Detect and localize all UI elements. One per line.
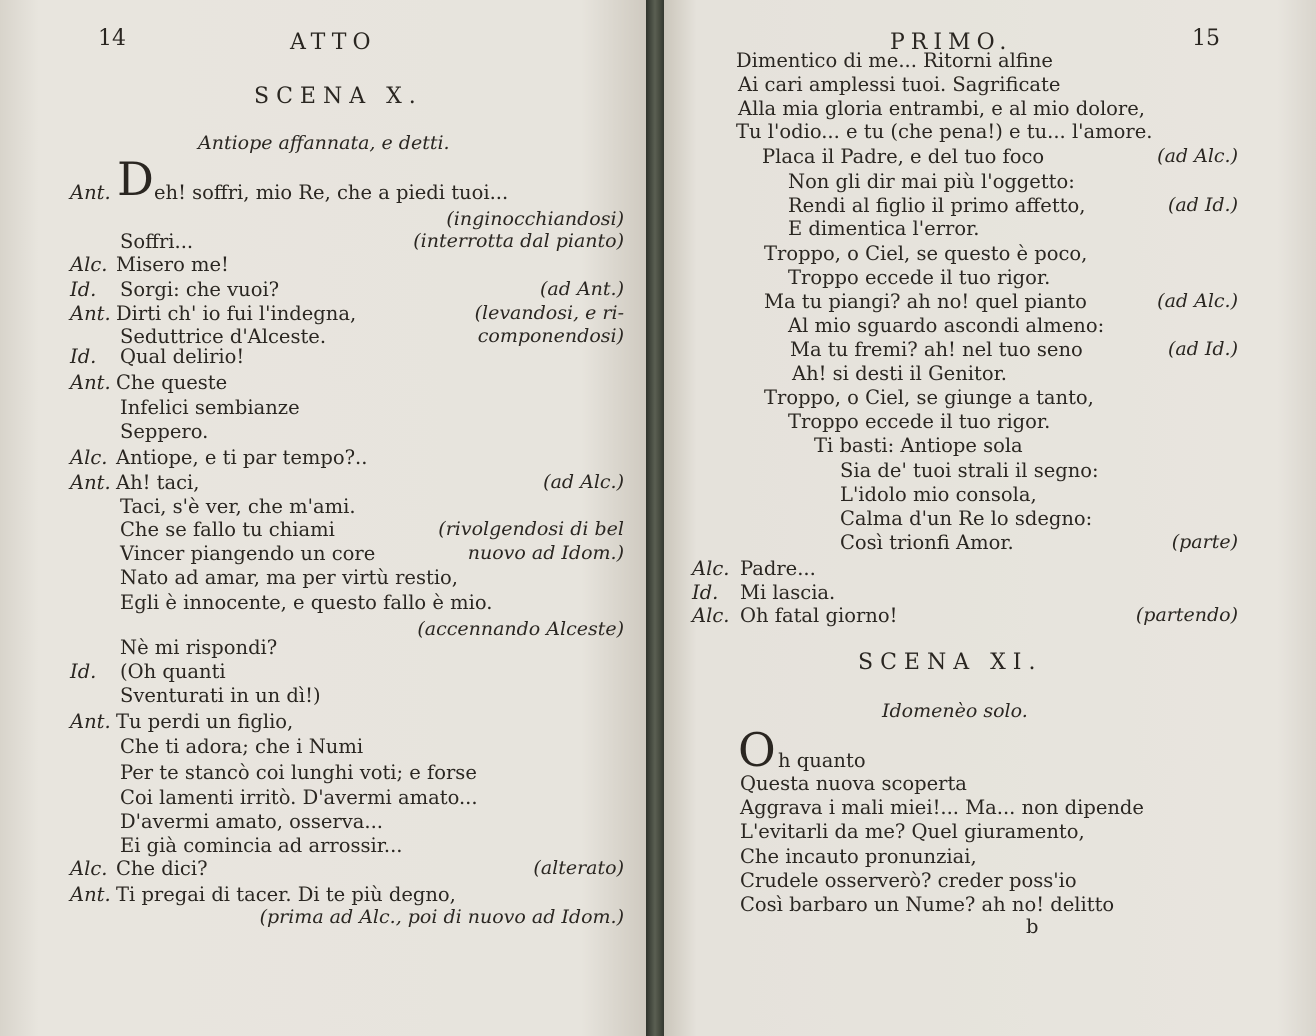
- verse-line: Sventurati in un dì!): [120, 684, 321, 707]
- verse-line: Seduttrice d'Alceste.: [120, 325, 327, 348]
- book-gutter: [646, 0, 664, 1036]
- verse-line: Ti pregai di tacer. Di te più degno,: [116, 883, 456, 906]
- verse-line: L'idolo mio consola,: [840, 483, 1037, 506]
- stage-direction: (ad Id.): [1167, 194, 1238, 216]
- stage-direction: (rivolgendosi di bel: [438, 518, 624, 540]
- speaker-label: Ant.: [70, 302, 111, 325]
- verse-line: Troppo eccede il tuo rigor.: [788, 266, 1051, 289]
- verse-line: (Oh quanti: [120, 660, 226, 683]
- running-head: ATTO: [290, 30, 377, 55]
- verse-line: Placa il Padre, e del tuo foco: [762, 145, 1045, 168]
- stage-direction: (inginocchiandosi): [446, 208, 624, 230]
- stage-direction: (levandosi, e ri-: [474, 302, 624, 324]
- stage-direction: (accennando Alceste): [417, 618, 624, 640]
- verse-line: Ma tu piangi? ah no! quel pianto: [764, 290, 1087, 313]
- verse-line: Egli è innocente, e questo fallo è mio.: [120, 591, 493, 614]
- verse-line: Che queste: [116, 371, 228, 394]
- speaker-label: Ant.: [70, 710, 111, 733]
- verse-line: E dimentica l'error.: [788, 217, 980, 240]
- verse-line: Calma d'un Re lo sdegno:: [840, 507, 1093, 530]
- speaker-label: Id.: [70, 345, 97, 368]
- verse-line: Padre...: [740, 557, 816, 580]
- verse-line: L'evitarli da me? Quel giuramento,: [740, 820, 1085, 843]
- speaker-label: Id.: [70, 278, 97, 301]
- verse-line: Ai cari amplessi tuoi. Sagrificate: [738, 73, 1061, 96]
- page-number: 14: [98, 26, 126, 51]
- stage-direction: (alterato): [533, 857, 624, 879]
- speaker-label: Ant.: [70, 471, 111, 494]
- verse-line: h quanto: [778, 749, 866, 772]
- verse-line: Ma tu fremi? ah! nel tuo seno: [790, 338, 1083, 361]
- verse-line: Ah! taci,: [116, 471, 200, 494]
- verse-line: Che ti adora; che i Numi: [120, 735, 364, 758]
- verse-line: Seppero.: [120, 420, 209, 443]
- verse-line: Antiope, e ti par tempo?..: [116, 446, 368, 469]
- stage-direction: componendosi): [477, 325, 624, 347]
- verse-line: Tu l'odio... e tu (che pena!) e tu... l'amore.: [736, 120, 1153, 143]
- stage-direction: (ad Id.): [1167, 338, 1238, 360]
- verse-line: Mi lascia.: [740, 581, 836, 604]
- verse-line: Coi lamenti irritò. D'avermi amato...: [120, 786, 478, 809]
- speaker-label: Alc.: [692, 604, 730, 627]
- verse-line: Nè mi rispondi?: [120, 636, 278, 659]
- verse-line: Troppo, o Ciel, se giunge a tanto,: [764, 386, 1094, 409]
- stage-direction: nuovo ad Idom.): [467, 542, 624, 564]
- verse-line: D'avermi amato, osserva...: [120, 810, 383, 833]
- stage-direction: (interrotta dal pianto): [413, 230, 624, 252]
- verse-line: Tu perdi un figlio,: [116, 710, 294, 733]
- verse-line: Crudele osserverò? creder poss'io: [740, 869, 1077, 892]
- signature-mark: b: [1026, 915, 1039, 938]
- speaker-label: Ant.: [70, 883, 111, 906]
- page-number: 15: [1192, 26, 1220, 51]
- verse-line: Che se fallo tu chiami: [120, 518, 335, 541]
- right-page: [664, 0, 1316, 1036]
- verse-line: Rendi al figlio il primo affetto,: [788, 194, 1086, 217]
- stage-direction: Idomenèo solo.: [882, 700, 1028, 722]
- stage-direction: Antiope affannata, e detti.: [198, 132, 450, 154]
- verse-line: Nato ad amar, ma per virtù restio,: [120, 566, 458, 589]
- verse-line: Ei già comincia ad arrossir...: [120, 834, 403, 857]
- speaker-label: Id.: [70, 660, 97, 683]
- verse-line: Qual delirio!: [120, 345, 245, 368]
- drop-cap: O: [738, 723, 776, 777]
- verse-line: Che incauto pronunziai,: [740, 845, 977, 868]
- stage-direction: (partendo): [1135, 604, 1238, 626]
- verse-line: Non gli dir mai più l'oggetto:: [788, 170, 1075, 193]
- verse-line: Ah! si desti il Genitor.: [792, 362, 1007, 385]
- verse-line: Troppo, o Ciel, se questo è poco,: [764, 242, 1088, 265]
- speaker-label: Alc.: [70, 253, 108, 276]
- verse-line: Che dici?: [116, 857, 208, 880]
- scene-title: SCENA X.: [254, 84, 423, 109]
- verse-line: Aggrava i mali miei!... Ma... non dipende: [740, 796, 1144, 819]
- left-page: [0, 0, 646, 1036]
- drop-cap: D: [117, 152, 154, 206]
- verse-line: eh! soffri, mio Re, che a piedi tuoi...: [154, 181, 509, 204]
- verse-line: Così trionfi Amor.: [840, 531, 1014, 554]
- speaker-label: Id.: [692, 581, 719, 604]
- speaker-label: Ant.: [70, 181, 111, 204]
- verse-line: Per te stancò coi lunghi voti; e forse: [120, 761, 477, 784]
- verse-line: Troppo eccede il tuo rigor.: [788, 410, 1051, 433]
- verse-line: Infelici sembianze: [120, 396, 300, 419]
- verse-line: Così barbaro un Nume? ah no! delitto: [740, 893, 1115, 916]
- verse-line: Sorgi: che vuoi?: [120, 278, 280, 301]
- speaker-label: Alc.: [70, 857, 108, 880]
- speaker-label: Alc.: [70, 446, 108, 469]
- stage-direction: (prima ad Alc., poi di nuovo ad Idom.): [259, 906, 624, 928]
- verse-line: Alla mia gloria entrambi, e al mio dolore,: [738, 97, 1145, 120]
- stage-direction: (ad Alc.): [543, 471, 624, 493]
- stage-direction: (ad Alc.): [1157, 145, 1238, 167]
- verse-line: Dimentico di me... Ritorni alfine: [736, 49, 1053, 72]
- verse-line: Dirti ch' io fui l'indegna,: [116, 302, 357, 325]
- scene-title: SCENA XI.: [858, 650, 1043, 675]
- speaker-label: Ant.: [70, 371, 111, 394]
- verse-line: Ti basti: Antiope sola: [814, 434, 1023, 457]
- stage-direction: (ad Ant.): [540, 278, 624, 300]
- verse-line: Questa nuova scoperta: [740, 772, 967, 795]
- stage-direction: (parte): [1171, 531, 1238, 553]
- stage-direction: (ad Alc.): [1157, 290, 1238, 312]
- verse-line: Sia de' tuoi strali il segno:: [840, 459, 1099, 482]
- verse-line: Misero me!: [116, 253, 229, 276]
- running-head: PRIMO.: [890, 30, 1013, 55]
- verse-line: Taci, s'è ver, che m'ami.: [120, 495, 356, 518]
- verse-line: Soffri...: [120, 230, 194, 253]
- verse-line: Oh fatal giorno!: [740, 604, 898, 627]
- verse-line: Vincer piangendo un core: [120, 542, 376, 565]
- verse-line: Al mio sguardo ascondi almeno:: [788, 314, 1105, 337]
- speaker-label: Alc.: [692, 557, 730, 580]
